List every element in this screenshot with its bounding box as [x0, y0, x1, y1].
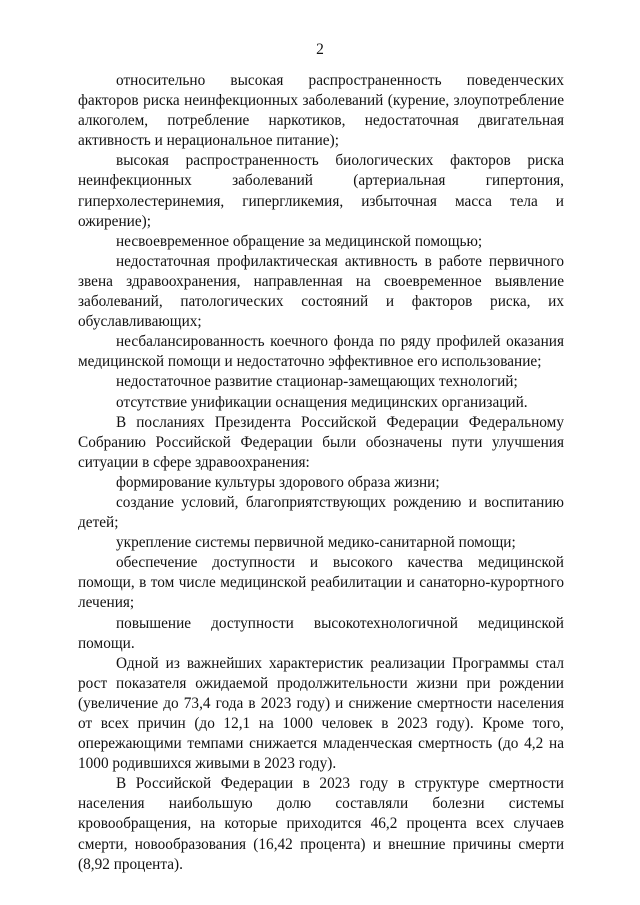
paragraph-biological-risk-factors: высокая распространенность биологических факторов риска неинфекционных заболеваний (артериальная гипертония, гиперхолестеринемия, гипергликемия, избыточная масса тела и ожирение);: [78, 152, 564, 230]
paragraph-president-addresses: В посланиях Президента Российской Федерации Федеральному Собранию Российской Федерации были обозначены пути улучшения ситуации в сфере здравоохранения:: [78, 413, 564, 471]
document-body: [78, 71, 564, 875]
paragraph-hospital-replacing-tech: недостаточное развитие стационар-замещающих технологий;: [116, 373, 518, 391]
paragraph-late-medical-care: несвоевременное обращение за медицинской помощью;: [116, 232, 483, 250]
paragraph-bed-fund: несбалансированность коечного фонда по ряду профилей оказания медицинской помощи и недостаточно эффективное его использование;: [78, 333, 564, 371]
paragraph-mortality-structure: В Российской Федерации в 2023 году в структуре смертности населения наибольшую долю составляли болезни системы кровообращения, на которые приходится 46,2 процента всех случаев смерти, новообразования (16,42 процента) и внешние причины смерти (8,92 процента).: [78, 775, 564, 873]
paragraph-healthy-lifestyle: формирование культуры здорового образа жизни;: [116, 473, 440, 491]
paragraph-primary-care-prevention: недостаточная профилактическая активность в работе первичного звена здравоохранения, направленная на своевременное выявление заболеваний, патологических состояний и факторов риска, их обуславливающих;: [78, 252, 564, 331]
paragraph-high-tech-care: повышение доступности высокотехнологичной медицинской помощи.: [78, 614, 564, 652]
paragraph-primary-care-strengthening: укрепление системы первичной медико-санитарной помощи;: [116, 534, 516, 552]
paragraph-equipment-unification: отсутствие унификации оснащения медицинских организаций.: [116, 393, 528, 411]
paragraph-childbirth-conditions: создание условий, благоприятствующих рождению и воспитанию детей;: [78, 493, 564, 532]
paragraph-care-accessibility: обеспечение доступности и высокого качества медицинской помощи, в том числе медицинской реабилитации и санаторно-курортного лечения;: [78, 554, 564, 612]
paragraph-behavioral-risk-factors: относительно высокая распространенность поведенческих факторов риска неинфекционных заболеваний (курение, злоупотребление алкоголем, потребление наркотиков, недостаточная двигательная активность и нерациональное питание);: [78, 72, 564, 150]
page-number: 2: [316, 41, 324, 58]
paragraph-life-expectancy: Одной из важнейших характеристик реализации Программы стал рост показателя ожидаемой продолжительности жизни при рождении (увеличение до 73,4 года в 2023 году) и снижение смертности населения от всех причин (до 12,1 на 1000 человек в 2023 году). Кроме того, опережающими темпами снижается младенческая смертность (до 4,2 на 1000 родившихся живыми в 2023 году).: [78, 654, 564, 773]
